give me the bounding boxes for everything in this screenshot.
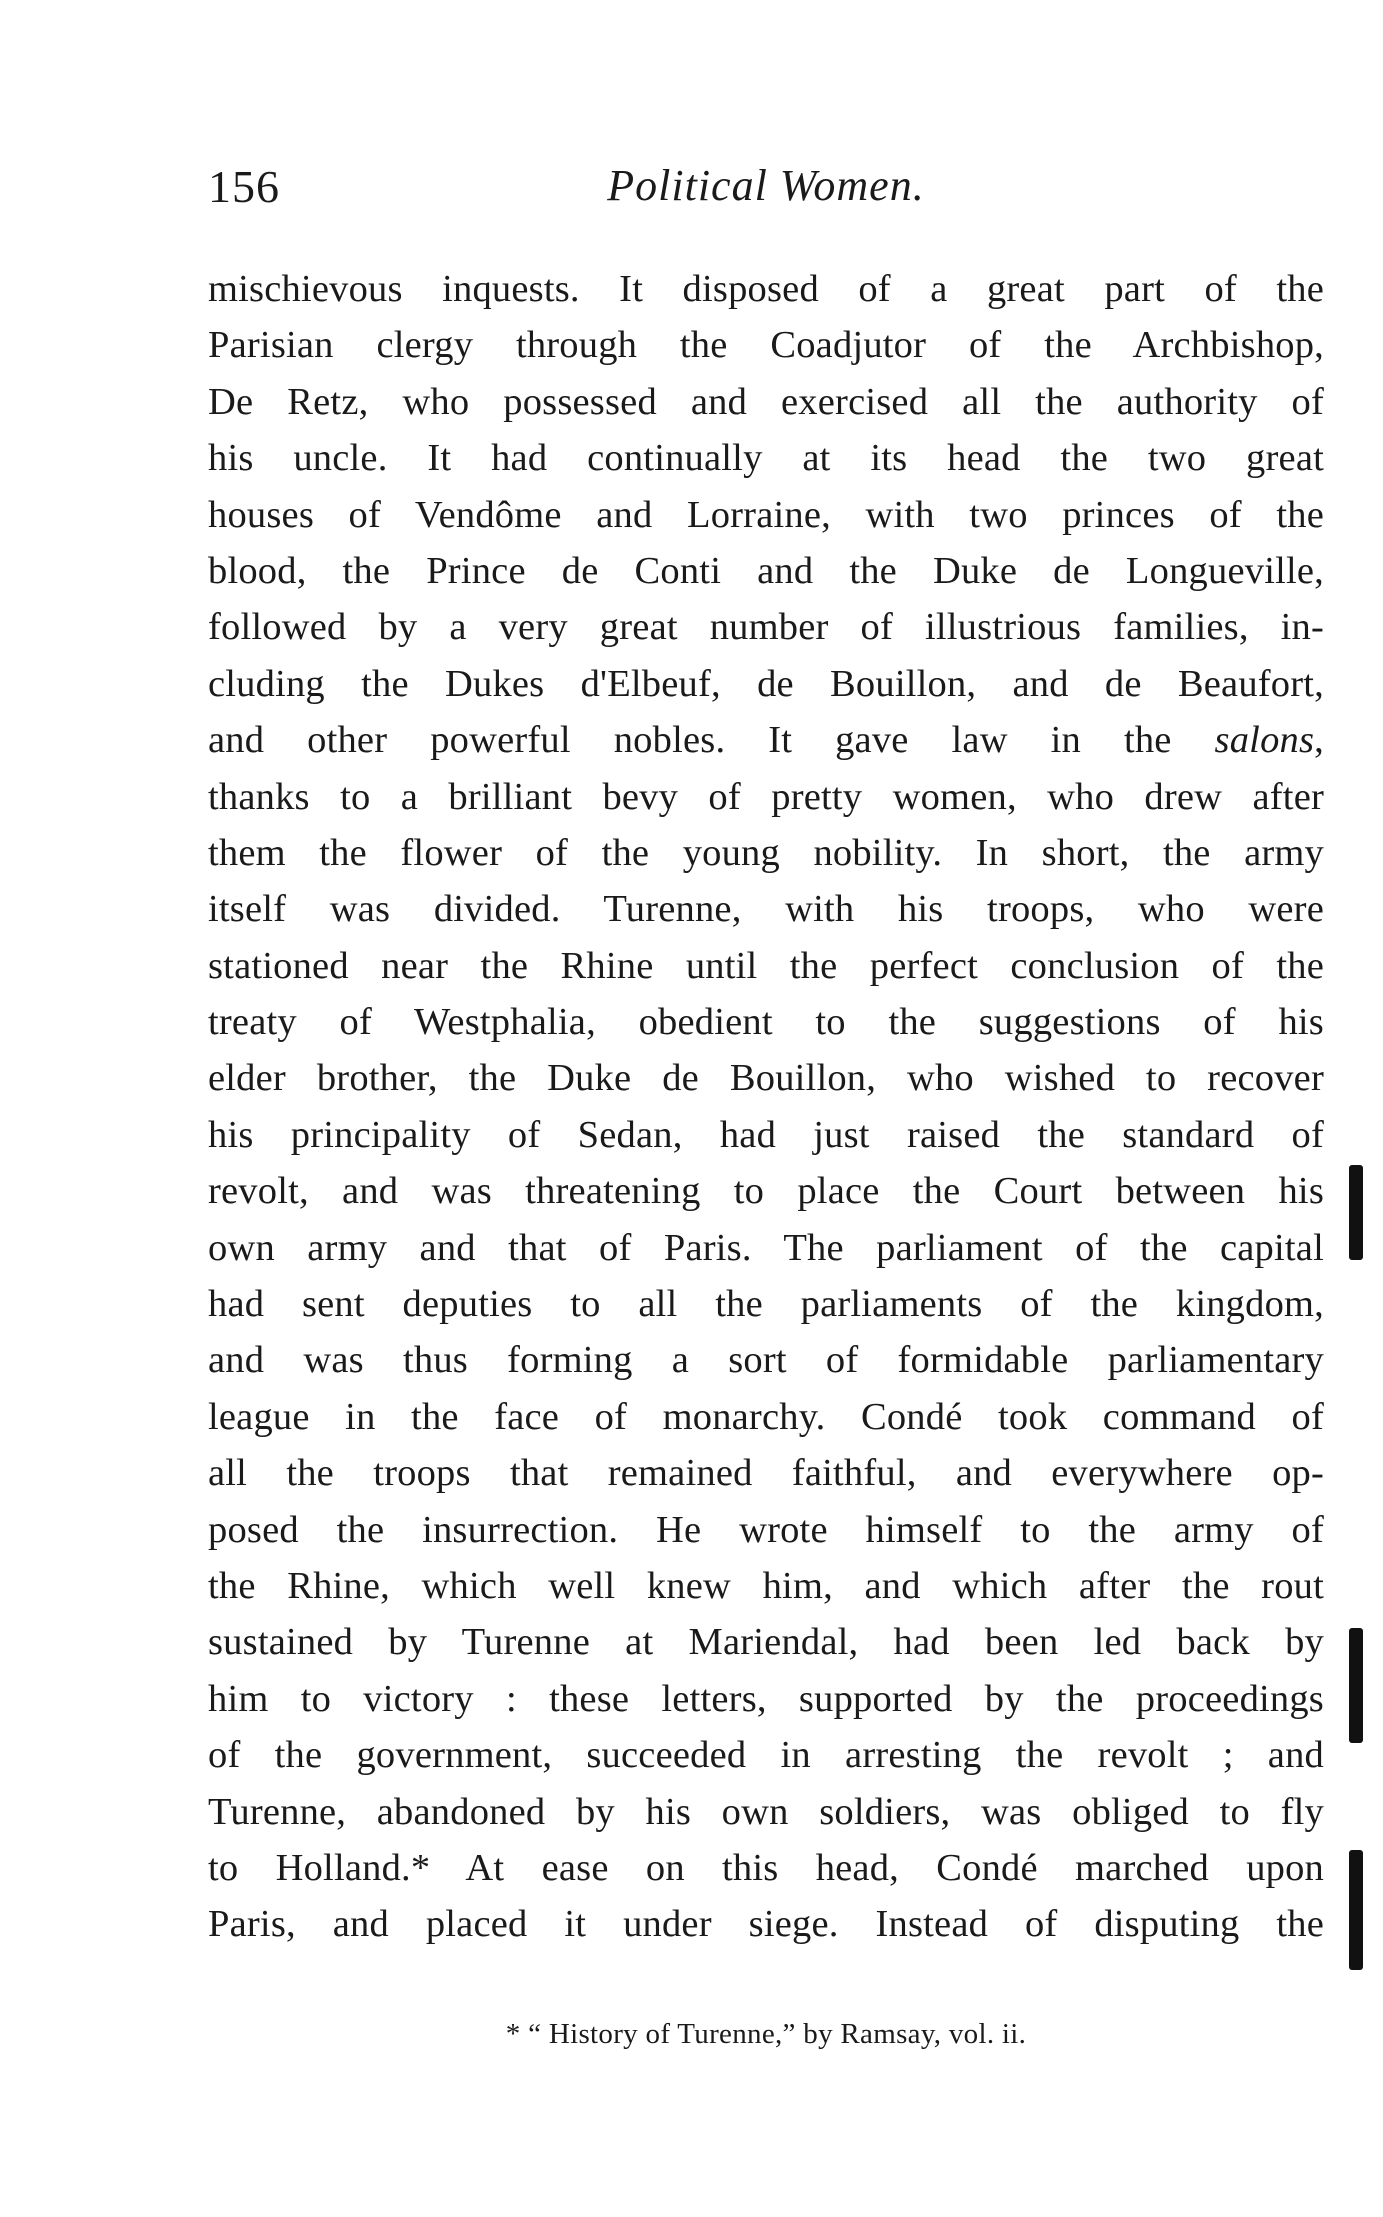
- text-line: stationed near the Rhine until the perfect conclusion of the: [208, 944, 1324, 987]
- body-text: [208, 261, 1324, 1953]
- running-title: Political Women.: [607, 161, 925, 210]
- text-line: revolt, and was threatening to place the Court between his: [208, 1170, 1324, 1213]
- text-line: De Retz, who possessed and exercised all the authority of: [208, 380, 1324, 423]
- text-line: to Holland.* At ease on this head, Condé marched upon: [208, 1846, 1324, 1889]
- footnote: * “ History of Turenne,” by Ramsay, vol. ii.: [505, 2018, 1027, 2050]
- text-line: had sent deputies to all the parliaments of the kingdom,: [208, 1283, 1324, 1326]
- text-line: his uncle. It had continually at its head the two great: [208, 437, 1324, 480]
- text-line: blood, the Prince de Conti and the Duke de Longueville,: [208, 549, 1324, 592]
- text-line: thanks to a brilliant bevy of pretty women, who drew after: [208, 775, 1324, 818]
- running-head: [208, 160, 1324, 220]
- text-line: sustained by Turenne at Mariendal, had been led back by: [208, 1621, 1324, 1664]
- text-line: treaty of Westphalia, obedient to the suggestions of his: [208, 1001, 1324, 1044]
- text-line: itself was divided. Turenne, with his troops, who were: [208, 888, 1324, 931]
- text-line: houses of Vendôme and Lorraine, with two princes of the: [208, 493, 1324, 536]
- text-line: posed the insurrection. He wrote himself to the army of: [208, 1508, 1324, 1551]
- text-line: followed by a very great number of illustrious families, in-: [208, 606, 1324, 649]
- text-line: elder brother, the Duke de Bouillon, who wished to recover: [208, 1057, 1324, 1100]
- page-number: 156: [208, 161, 280, 212]
- scan-shadow: [1349, 1850, 1363, 1970]
- text-line: the Rhine, which well knew him, and which after the rout: [208, 1564, 1324, 1607]
- text-line: and other powerful nobles. It gave law in the salons,: [208, 719, 1324, 762]
- text-line: of the government, succeeded in arresting the revolt ; and: [208, 1734, 1324, 1777]
- scan-shadow: [1349, 1165, 1363, 1260]
- text-line: him to victory : these letters, supported by the proceedings: [208, 1677, 1324, 1720]
- text-line: own army and that of Paris. The parliament of the capital: [208, 1226, 1324, 1269]
- text-line: and was thus forming a sort of formidable parliamentary: [208, 1339, 1324, 1382]
- text-line: Turenne, abandoned by his own soldiers, was obliged to fly: [208, 1790, 1324, 1833]
- emphasis: salons: [1214, 719, 1315, 762]
- text-line: cluding the Dukes d'Elbeuf, de Bouillon, and de Beaufort,: [208, 662, 1324, 705]
- text-line: all the troops that remained faithful, and everywhere op-: [208, 1452, 1324, 1495]
- scan-shadow: [1349, 1628, 1363, 1743]
- text-line: them the flower of the young nobility. In short, the army: [208, 831, 1324, 874]
- text-line: mischievous inquests. It disposed of a great part of the: [208, 268, 1324, 310]
- text-line: league in the face of monarchy. Condé took command of: [208, 1395, 1324, 1438]
- text-line: his principality of Sedan, had just raised the standard of: [208, 1113, 1324, 1156]
- text-line: Paris, and placed it under siege. Instead of disputing the: [208, 1903, 1324, 1946]
- text-line: Parisian clergy through the Coadjutor of the Archbishop,: [208, 324, 1324, 367]
